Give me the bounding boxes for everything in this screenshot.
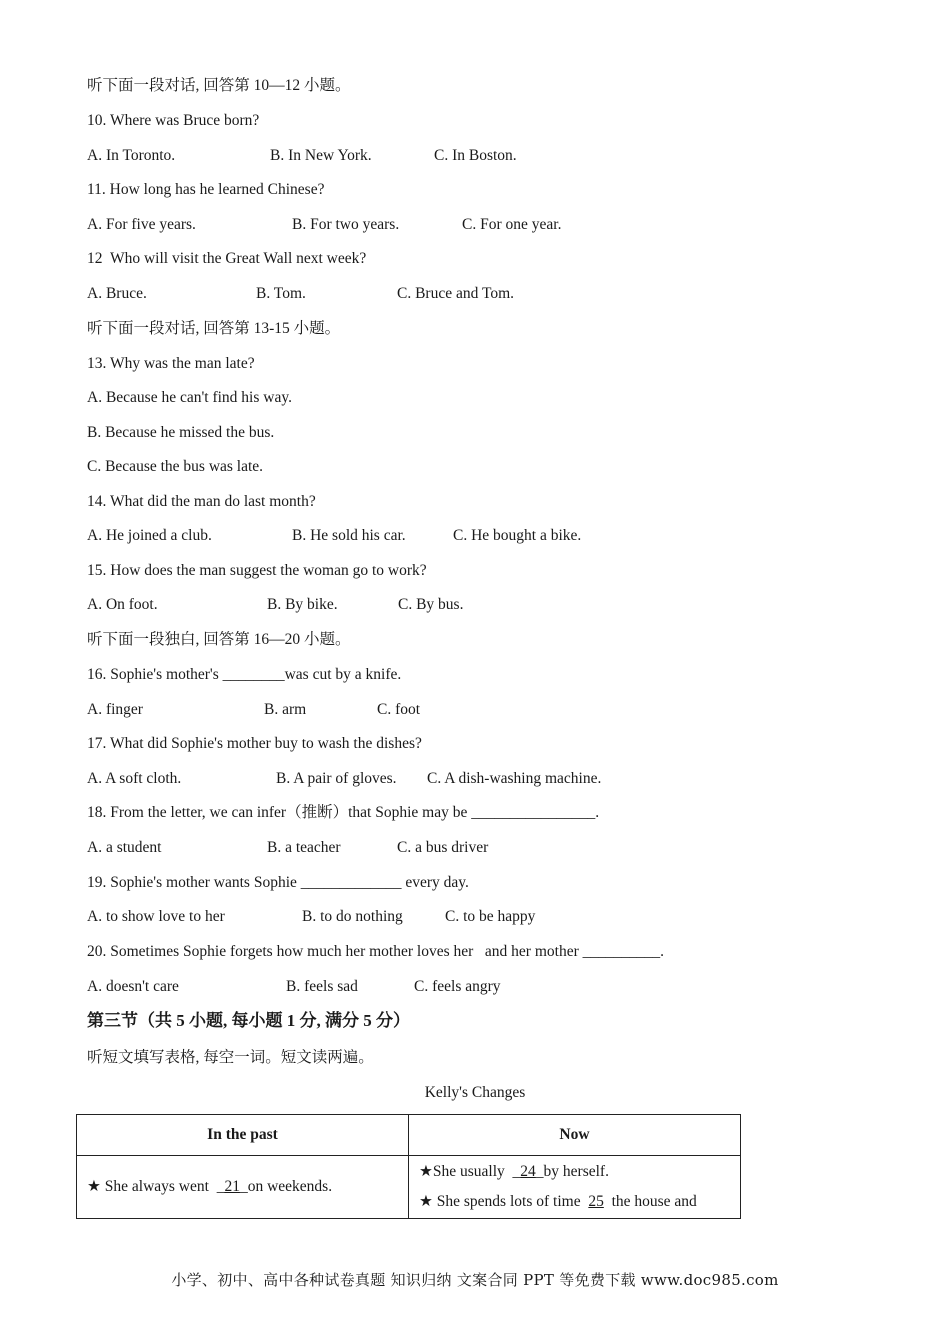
question-14-option-c: C. He bought a bike. (453, 527, 582, 544)
now-line-2 (419, 1187, 732, 1217)
question-14-option-b: B. He sold his car. (292, 527, 406, 544)
question-19-stem: 19. Sophie's mother wants Sophie _____________ every day. (87, 874, 469, 891)
question-15-option-a: A. On foot. (87, 596, 158, 613)
kelly-changes-table (76, 1114, 741, 1219)
section-3-instruction: 听短文填写表格, 每空一词。短文读两遍。 (87, 1049, 374, 1066)
question-10-stem: 10. Where was Bruce born? (87, 112, 260, 129)
question-18-stem: 18. From the letter, we can infer（推断）that Sophie may be ________________. (87, 804, 600, 821)
question-17-option-c: C. A dish-washing machine. (427, 770, 602, 787)
question-17-option-a: A. A soft cloth. (87, 770, 182, 787)
table-title: Kelly's Changes (424, 1084, 526, 1101)
question-11-option-c: C. For one year. (462, 216, 562, 233)
question-16-option-b: B. arm (264, 701, 307, 718)
question-19-option-c: C. to be happy (445, 908, 536, 925)
question-13-option-b: B. Because he missed the bus. (87, 424, 275, 441)
question-12-option-b: B. Tom. (256, 285, 306, 302)
question-20-option-b: B. feels sad (286, 978, 358, 995)
question-15-option-c: C. By bus. (398, 596, 464, 613)
question-11-option-b: B. For two years. (292, 216, 400, 233)
listening-instruction-10-12: 听下面一段对话, 回答第 10—12 小题。 (87, 77, 351, 94)
question-18-option-a: A. a student (87, 839, 162, 856)
listening-instruction-13-15: 听下面一段对话, 回答第 13-15 小题。 (87, 320, 341, 337)
question-16-stem: 16. Sophie's mother's ________was cut by a knife. (87, 666, 402, 683)
question-20-stem: 20. Sometimes Sophie forgets how much her mother loves her and her mother __________. (87, 943, 664, 960)
table-header-row (77, 1115, 741, 1156)
question-11-option-a: A. For five years. (87, 216, 196, 233)
question-17-stem: 17. What did Sophie's mother buy to wash the dishes? (87, 735, 422, 752)
question-11-stem: 11. How long has he learned Chinese? (87, 181, 325, 198)
question-17-option-b: B. A pair of gloves. (276, 770, 397, 787)
now-line-2-text-end: the house and (603, 1193, 697, 1210)
question-10-option-b: B. In New York. (270, 147, 372, 164)
blank-25[interactable]: 25 (588, 1193, 604, 1210)
question-14-stem: 14. What did the man do last month? (87, 493, 316, 510)
now-line-2-text: ★ She spends lots of time (419, 1193, 589, 1210)
question-15-option-b: B. By bike. (267, 596, 338, 613)
blank-24[interactable]: 24 (520, 1163, 536, 1180)
question-13-option-c: C. Because the bus was late. (87, 458, 264, 475)
question-12-option-c: C. Bruce and Tom. (397, 285, 515, 302)
blank-21[interactable]: 21 (224, 1178, 240, 1195)
now-cell (409, 1156, 741, 1219)
column-header-now: Now (409, 1115, 741, 1156)
question-13-option-a: A. Because he can't find his way. (87, 389, 292, 406)
question-16-option-a: A. finger (87, 701, 143, 718)
question-19-option-a: A. to show love to her (87, 908, 225, 925)
question-18-option-c: C. a bus driver (397, 839, 489, 856)
page-footer: 小学、初中、高中各种试卷真题 知识归纳 文案合同 PPT 等免费下载 www.doc985.com (171, 1271, 779, 1289)
question-15-stem: 15. How does the man suggest the woman go to work? (87, 562, 427, 579)
now-line-1-text: ★She usually _ (419, 1163, 521, 1180)
section-3-title: 第三节（共 5 小题, 每小题 1 分, 满分 5 分） (87, 1011, 410, 1030)
question-18-option-b: B. a teacher (267, 839, 341, 856)
past-line-text: ★ She always went _ (87, 1178, 225, 1195)
question-14-option-a: A. He joined a club. (87, 527, 212, 544)
question-12-stem: 12 Who will visit the Great Wall next week? (87, 250, 367, 267)
question-20-option-c: C. feels angry (414, 978, 501, 995)
question-10-option-a: A. In Toronto. (87, 147, 176, 164)
listening-instruction-16-20: 听下面一段独白, 回答第 16—20 小题。 (87, 631, 351, 648)
question-12-option-a: A. Bruce. (87, 285, 147, 302)
column-header-past: In the past (77, 1115, 409, 1156)
now-line-1-text-end: _by herself. (535, 1163, 609, 1180)
question-10-option-c: C. In Boston. (434, 147, 517, 164)
question-16-option-c: C. foot (377, 701, 421, 718)
question-13-stem: 13. Why was the man late? (87, 355, 255, 372)
question-20-option-a: A. doesn't care (87, 978, 179, 995)
past-cell (77, 1156, 409, 1219)
table-row (77, 1156, 741, 1219)
question-19-option-b: B. to do nothing (302, 908, 403, 925)
now-line-1 (419, 1157, 732, 1187)
past-line-text-end: _on weekends. (239, 1178, 333, 1195)
past-line (87, 1172, 400, 1202)
